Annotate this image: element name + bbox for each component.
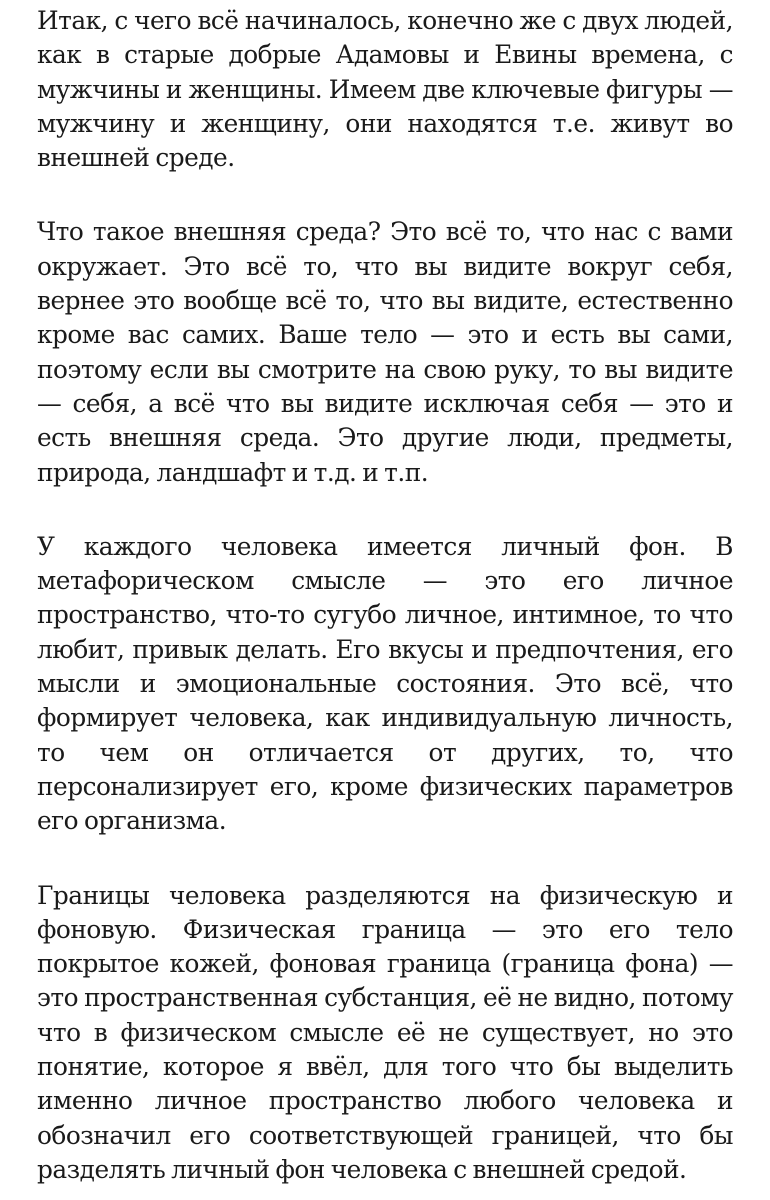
paragraph-external-environment: Что такое внешняя среда? Это всё то, что нас с вами окружает. Это всё то, что вы видите вокруг себя, вернее это вообще всё то, что вы видите, естественно кроме вас самих. Ваше тело — это и есть вы сами, поэтому если вы смотрите на свою руку, то вы видите — себя, а всё что вы видите исключая себя — это и есть внешняя среда. Это другие люди, предметы, природа, ландшафт и т.д. и т.п.: [37, 217, 733, 487]
paragraph-human-boundaries: Границы человека разделяются на физическую и фоновую. Физическая граница — это его тело покрытое кожей, фоновая граница (граница фона) — это пространственная субстанция, её не видно, потому что в физическом смысле её не существует, но это понятие, которое я ввёл, для того что бы выделить именно личное пространство любого человека и обозначил его соответствующей границей, что бы разделять личный фон человека с внешней средой.: [37, 880, 733, 1184]
paragraph-intro: Итак, с чего всё начиналось, конечно же с двух людей, как в старые добрые Адамовы и Евины времена, с мужчины и женщины. Имеем две ключевые фигуры — мужчину и женщину, они находятся т.е. живут во внешней среде.: [37, 6, 733, 173]
paragraph-personal-background: У каждого человека имеется личный фон. В метафорическом смысле — это его личное пространство, что-то сугубо личное, интимное, то что любит, привык делать. Его вкусы и предпочтения, его мысли и эмоциональные состояния. Это всё, что формирует человека, как индивидуальную личность, то чем он отличается от других, то, что персонализирует его, кроме физических параметров его организма.: [37, 531, 733, 836]
